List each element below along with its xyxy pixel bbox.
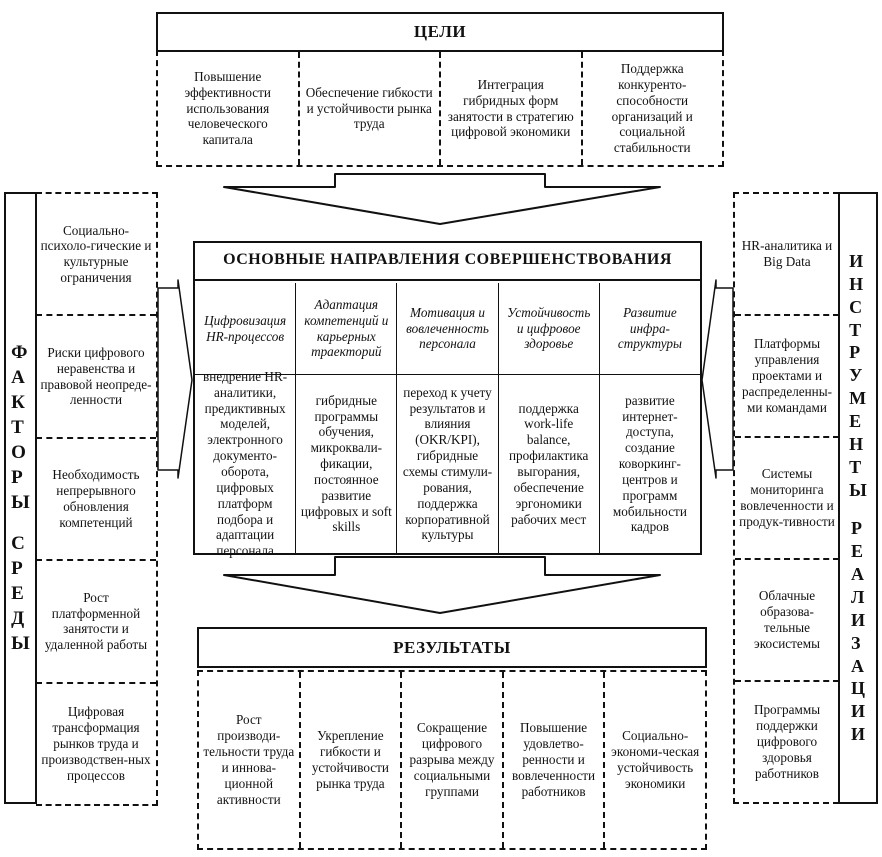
results-title: РЕЗУЛЬТАТЫ [197, 627, 707, 668]
direction-header: Развитие инфра-структуры [599, 283, 700, 374]
tool-item: HR-аналитика и Big Data [741, 238, 833, 269]
tool-item: Платформы управления проектами и распределенны-ми командами [735, 314, 839, 436]
direction-header: Устойчивость и цифровое здоровье [498, 283, 599, 374]
direction-detail: поддержка work-life balance, профилактика выгорания, обеспечение эргономики рабочих мест [498, 375, 599, 553]
direction-detail: гибридные программы обучения, микроквали-фикации, постоянное развитие цифровых и soft skills [295, 375, 396, 553]
factor-item: Риски цифрового неравенства и правовой неопреде-ленности [36, 314, 156, 436]
tool-item: Системы мониторинга вовлеченности и продук-тивности [735, 436, 839, 558]
result-item: Социально-экономи-ческая устойчивость экономики [603, 672, 705, 848]
result-item: Повышение удовлетво-ренности и вовлеченности работников [502, 672, 604, 848]
result-item: Укрепление гибкости и устойчивости рынка труда [299, 672, 401, 848]
directions-headers [195, 283, 700, 375]
factors-list [36, 192, 158, 806]
direction-detail: переход к учету результатов и влияния (OKR/KPI), гибридные схемы стимули-рования, поддержка корпоративной культуры [396, 375, 497, 553]
factors-title-line2: С Р Е Д Ы [11, 533, 30, 655]
directions-title: ОСНОВНЫЕ НАПРАВЛЕНИЯ СОВЕРШЕНСТВОВАНИЯ [193, 241, 702, 281]
tools-title-line2: Р Е А Л И З А Ц И И [850, 518, 865, 745]
goal-item: Повышение эффективности использования человеческого капитала [184, 68, 271, 148]
tool-item: Программы поддержки цифрового здоровья работников [735, 680, 839, 802]
direction-header: Мотивация и вовлеченность персонала [396, 283, 497, 374]
goals-title: ЦЕЛИ [156, 12, 724, 52]
factor-item: Рост платформенной занятости и удаленной работы [36, 559, 156, 681]
tool-item: Облачные образова-тельные экосистемы [735, 558, 839, 680]
tools-list [733, 192, 839, 804]
left-arrow-tools [702, 280, 733, 478]
direction-detail: развитие интернет-доступа, создание коворкинг-центров и программ мобильности кадров [599, 375, 700, 553]
result-item: Сокращение цифрового разрыва между социальными группами [400, 672, 502, 848]
factor-item: Цифровая трансформация рынков труда и производствен-ных процессов [36, 682, 156, 804]
goal-item: Обеспечение гибкости и устойчивости рынка труда [298, 52, 440, 165]
factor-item: Социально-психоло-гические и культурные ограничения [40, 222, 152, 286]
direction-detail: внедрение HR-аналитики, предиктивных моделей, электронного документо-оборота, цифровых платформ подбора и адаптации персонала [203, 368, 288, 559]
result-item: Рост производи-тельности труда и иннова-ционной активности [203, 712, 295, 807]
tools-title [838, 192, 878, 804]
direction-header: Адаптация компетенций и карьерных траекторий [295, 283, 396, 374]
direction-header: Цифровизация HR-процессов [204, 312, 287, 344]
factor-item: Необходимость непрерывного обновления компетенций [36, 437, 156, 559]
goal-item: Интеграция гибридных форм занятости в стратегию цифровой экономики [439, 52, 581, 165]
factors-title-line1: Ф А К Т О Р Ы [11, 341, 30, 513]
down-arrow-goals [224, 174, 660, 224]
right-arrow-factors [158, 280, 192, 478]
goals-list [156, 50, 724, 167]
directions-details [195, 368, 700, 559]
down-arrow-results [224, 557, 660, 613]
factors-title [4, 192, 37, 804]
goal-item: Поддержка конкуренто-способности организаций и социальной стабильности [581, 52, 723, 165]
tools-title-line1: И Н С Т Р У М Е Н Т Ы [849, 250, 867, 500]
results-list [197, 670, 707, 850]
